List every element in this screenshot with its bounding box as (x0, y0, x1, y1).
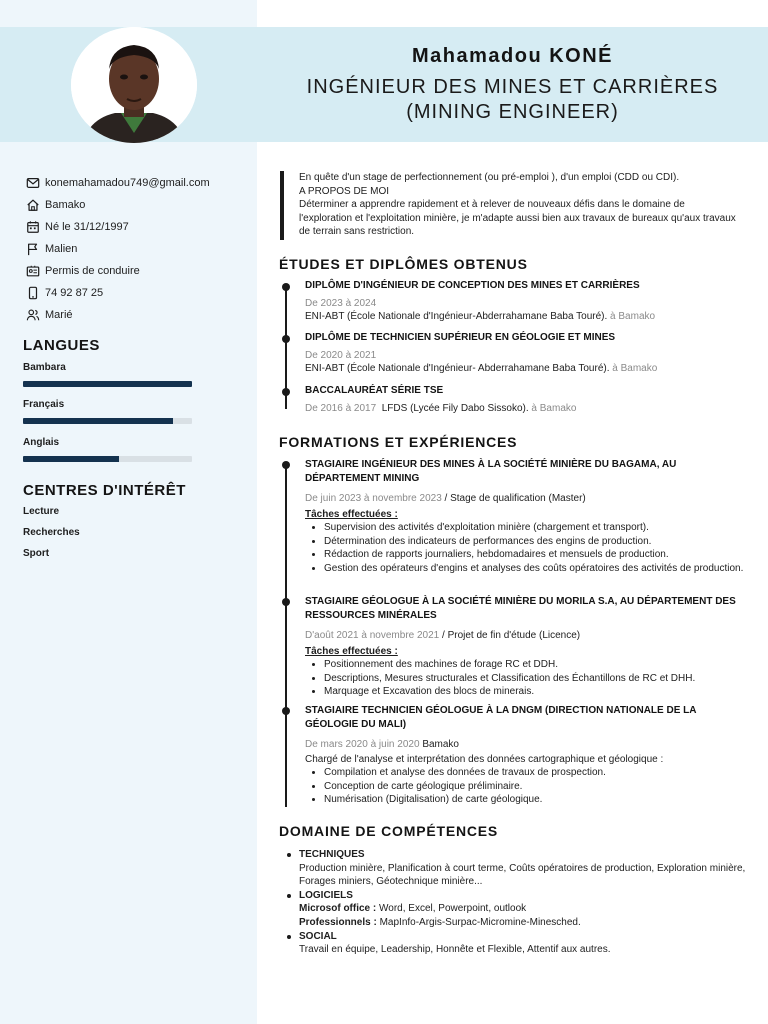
degree-place: à Bamako (612, 363, 658, 374)
contact-marital-text: Marié (45, 309, 73, 321)
task-item: • Marquage et Excavation des blocs de minerais. (324, 685, 745, 699)
profile-about-text: Déterminer a apprendre rapidement et à relever de nouveaux défis dans le domaine de l'exploration et l'exploitation minière, je m'adapte aussi bien aux travaux de bureaux qu'aux travaux de terrain sans restriction. (299, 199, 736, 237)
task-item: • Conception de carte géologique préliminaire. (324, 780, 745, 794)
language-level-bar (23, 418, 173, 424)
contact-birthdate-text: Né le 31/12/1997 (45, 221, 129, 233)
job-title-line-1: INGÉNIEUR DES MINES ET CARRIÈRES (306, 76, 719, 98)
contact-list (26, 172, 251, 326)
calendar-icon (26, 220, 40, 234)
contact-birthdate (26, 216, 251, 238)
task-item: • Supervision des activités d'exploitation minière (chargement et transport). (324, 521, 745, 535)
job-entry-intro: Chargé de l'analyse et interprétation des données cartographique et géologique : (305, 754, 664, 765)
degree-school: ENI-ABT (École Nationale d'Ingénieur- Abderrahamane Baba Touré). (305, 363, 610, 374)
education-entry (305, 384, 745, 415)
degree-title: BACCALAURÉAT SÉRIE TSE (305, 385, 444, 396)
contact-phone-text: 74 92 87 25 (45, 287, 104, 299)
degree-school: ENI-ABT (École Nationale d'Ingénieur-Abderrahamane Baba Touré). (305, 311, 608, 322)
experience-timeline (285, 462, 287, 807)
job-entry-title: STAGIAIRE GÉOLOGUE À LA SOCIÉTÉ MINIÈRE DU MORILA S.A, AU DÉPARTEMENT DES RESSOURCES MINÉRALES (305, 596, 736, 621)
task-list (324, 658, 745, 699)
job-entry-meta (305, 492, 745, 505)
timeline-dot (282, 707, 290, 715)
languages-heading: LANGUES (23, 337, 100, 354)
degree-date: De 2023 à 2024 (305, 298, 377, 309)
skills-pro-line (299, 916, 749, 930)
education-heading (279, 256, 532, 272)
timeline-dot (282, 598, 290, 606)
task-list (324, 521, 745, 575)
job-entry-date: De juin 2023 à novembre 2023 (305, 493, 442, 504)
degree-title: DIPLÔME D'INGÉNIEUR DE CONCEPTION DES MINES ET CARRIÈRES (305, 280, 640, 291)
skills-heading (279, 823, 502, 839)
degree-meta (305, 402, 745, 415)
skills-pro-text: MapInfo-Argis-Surpac-Micromine-Minesched. (379, 916, 581, 928)
job-title (257, 75, 768, 125)
language-level-track (23, 456, 192, 462)
language-level-track (23, 418, 192, 424)
task-item: • Rédaction de rapports journaliers, hebdomadaires et mensuels de production. (324, 548, 745, 562)
candidate-name: Mahamadou KONÉ (411, 45, 614, 67)
degree-place: à Bamako (531, 403, 577, 414)
contact-license-text: Permis de conduire (45, 265, 140, 277)
language-name: Français (23, 399, 65, 410)
interests-heading: CENTRES D'INTÉRÊT (23, 482, 186, 499)
job-entry-detail: / Stage de qualification (Master) (444, 493, 586, 504)
language-name: Anglais (23, 437, 60, 448)
job-title-line-2: (MINING ENGINEER) (406, 101, 619, 123)
experience-heading (279, 434, 521, 450)
task-item: • Descriptions, Mesures structurales et Classification des Échantillons de RC et DHH. (324, 672, 745, 686)
task-item: • Détermination des indicateurs de performances des engins de production. (324, 535, 745, 549)
task-item: • Gestion des opérateurs d'engins et analyses des coûts opératoires des activités de production. (324, 562, 745, 576)
task-item: • Positionnement des machines de forage RC et DDH. (324, 658, 745, 672)
education-heading-text: ÉTUDES ET DIPLÔMES OBTENUS (279, 256, 528, 272)
contact-nationality-text: Malien (45, 243, 78, 255)
degree-meta (305, 297, 745, 310)
people-icon (26, 308, 40, 322)
contact-city-text: Bamako (45, 199, 86, 211)
interest-item: Lecture (23, 506, 60, 517)
tasks-label: Tâches effectuées : (305, 509, 398, 520)
education-entry (305, 331, 745, 376)
id-card-icon (26, 264, 40, 278)
task-item: • Compilation et analyse des données de travaux de prospection. (324, 766, 745, 780)
skills-office-line (299, 902, 749, 916)
contact-license (26, 260, 251, 282)
profile-summary (280, 171, 740, 240)
language-level-track (23, 381, 192, 387)
contact-marital (26, 304, 251, 326)
skills-technical-text: Production minière, Planification à court terme, Coûts opératoires de production, Exploration minière, Forages miniers, Géotechnique minière... (299, 862, 746, 888)
tasks-label: Tâches effectuées : (305, 646, 398, 657)
email-icon (26, 176, 40, 190)
profile-about-heading: A PROPOS DE MOI (299, 185, 390, 197)
interest-item: Recherches (23, 527, 80, 538)
degree-title: DIPLÔME DE TECHNICIEN SUPÉRIEUR EN GÉOLOGIE ET MINES (305, 332, 616, 343)
phone-icon (26, 286, 40, 300)
skills-software-title: LOGICIELS (299, 889, 749, 903)
timeline-dot (282, 461, 290, 469)
skills-office-label: Microsof office : (299, 903, 377, 915)
contact-email-text: konemahamadou749@gmail.com (45, 177, 210, 189)
contact-phone[interactable] (26, 282, 251, 304)
job-entry-title: STAGIAIRE TECHNICIEN GÉOLOGUE À LA DNGM (DIRECTION NATIONALE DE LA GÉOLOGIE DU MALI) (305, 705, 697, 730)
education-entry (305, 279, 745, 324)
contact-email[interactable] (26, 172, 251, 194)
skills-heading-text: DOMAINE DE COMPÉTENCES (279, 823, 499, 839)
degree-date: De 2016 à 2017 (305, 403, 377, 414)
degree-meta (305, 349, 745, 362)
degree-school: LFDS (Lycée Fily Dabo Sissoko). (381, 403, 529, 414)
skills-technical-title: TECHNIQUES (299, 848, 749, 862)
job-entry-date: D'août 2021 à novembre 2021 (305, 630, 440, 641)
timeline-dot (282, 335, 290, 343)
flag-icon (26, 242, 40, 256)
language-level-bar (23, 456, 119, 462)
experience-heading-text: FORMATIONS ET EXPÉRIENCES (279, 434, 518, 450)
language-item (23, 399, 193, 424)
degree-school-line (305, 362, 745, 376)
language-item (23, 437, 193, 462)
timeline-dot (282, 283, 290, 291)
skills-pro-label: Professionnels : (299, 916, 377, 928)
contact-nationality (26, 238, 251, 260)
degree-date: De 2020 à 2021 (305, 350, 377, 361)
profile-photo (71, 27, 197, 143)
interest-item: Sport (23, 548, 50, 559)
degree-place: à Bamako (610, 311, 656, 322)
timeline-dot (282, 388, 290, 396)
skills-social-text: Travail en équipe, Leadership, Honnête et Flexible, Attentif aux autres. (299, 944, 611, 956)
experience-entry (305, 595, 745, 699)
contact-city (26, 194, 251, 216)
skills-office-text: Word, Excel, Powerpoint, outlook (379, 903, 527, 915)
language-item (23, 362, 193, 387)
skills-social-title: SOCIAL (299, 930, 749, 944)
job-entry-meta (305, 738, 745, 751)
job-entry-title: STAGIAIRE INGÉNIEUR DES MINES À LA SOCIÉTÉ MINIÈRE DU BAGAMA, AU DÉPARTEMENT MINING (305, 459, 677, 484)
job-entry-meta (305, 629, 745, 642)
language-name: Bambara (23, 362, 66, 373)
skills-list (299, 848, 749, 957)
experience-entry (305, 704, 745, 807)
language-level-bar (23, 381, 192, 387)
job-entry-detail: / Projet de fin d'étude (Licence) (442, 630, 581, 641)
experience-entry (305, 458, 745, 575)
job-entry-date: De mars 2020 à juin 2020 (305, 739, 420, 750)
degree-school-line (305, 310, 745, 324)
profile-objective: En quête d'un stage de perfectionnement (ou pré-emploi ), d'un emploi (CDD ou CDI). (299, 172, 680, 183)
job-entry-detail: Bamako (422, 739, 459, 750)
home-icon (26, 198, 40, 212)
task-list (324, 766, 745, 807)
task-item: • Numérisation (Digitalisation) de carte géologique. (324, 793, 745, 807)
